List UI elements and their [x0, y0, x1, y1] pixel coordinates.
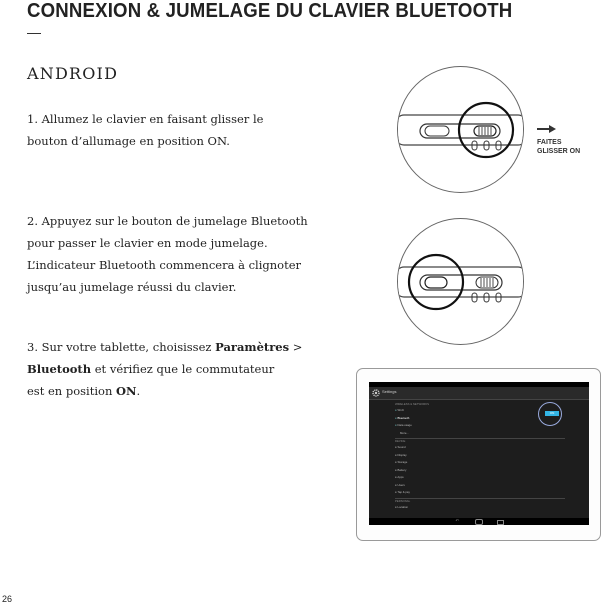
home-icon[interactable] — [475, 519, 483, 525]
switch-slot — [425, 126, 449, 136]
step-2-line-4: jusqu’au jumelage réussi du clavier. — [27, 280, 237, 294]
step-3-line-3 — [27, 380, 302, 402]
tablet-screen — [369, 382, 589, 525]
pairing-button — [425, 277, 447, 288]
settings-item-apps[interactable]: ● Apps — [395, 475, 404, 479]
settings-item-more[interactable]: More... — [400, 430, 409, 435]
step-3 — [27, 336, 302, 402]
slide-on-hint-line-2: GLISSER ON — [537, 148, 581, 155]
back-icon[interactable]: ↶ — [455, 518, 460, 524]
settings-item-wifi[interactable]: ● Wi-Fi — [395, 408, 405, 412]
step-3-text-1: 3. Sur votre tablette, choisissez — [27, 340, 216, 354]
settings-item-display[interactable]: ● Display — [395, 452, 407, 457]
step-2-line-2: pour passer le clavier en mode jumelage. — [27, 236, 268, 250]
step-2-line-3: L’indicateur Bluetooth commencera à clignoter — [27, 258, 302, 272]
bluetooth-toggle-highlight — [538, 402, 562, 426]
step-3-settings-label: Paramètres — [215, 340, 290, 354]
page-title: CONNEXION & JUMELAGE DU CLAVIER BLUETOOTH — [27, 0, 513, 22]
power-switch-illustration — [397, 66, 524, 193]
step-1-line-2: bouton d’allumage en position ON. — [27, 134, 230, 148]
personal-section-label: PERSONAL — [395, 498, 565, 505]
settings-item-sound[interactable]: ● Sound — [395, 445, 406, 449]
step-3-text-2: > — [289, 340, 303, 354]
pairing-button-illustration — [397, 218, 524, 345]
recent-apps-icon[interactable] — [497, 520, 504, 525]
step-3-line-2 — [27, 358, 302, 380]
step-3-text-3: et vérifiez que le commutateur — [91, 362, 275, 376]
slide-on-hint — [537, 138, 580, 156]
settings-item-storage[interactable]: ● Storage — [395, 460, 408, 464]
arrow-right-icon — [537, 124, 557, 134]
step-1-line-1: 1. Allumez le clavier en faisant glisser le — [27, 112, 264, 126]
step-3-on-label: ON — [116, 384, 137, 398]
step-1 — [27, 108, 263, 152]
page-number: 26 — [2, 594, 13, 604]
bluetooth-toggle[interactable]: ON — [545, 411, 559, 416]
tablet-frame — [356, 368, 601, 541]
power-switch-drawing — [398, 67, 524, 193]
title-dash: — — [27, 24, 41, 40]
step-3-text-4: est en position — [27, 384, 117, 398]
section-title: ANDROID — [27, 64, 119, 83]
device-section-label: DEVICE — [395, 438, 565, 445]
settings-item-battery[interactable]: ● Battery — [395, 467, 407, 472]
step-2-line-1: 2. Appuyez sur le bouton de jumelage Bluetooth — [27, 214, 308, 228]
slide-on-hint-line-1: FAITES — [537, 139, 562, 146]
step-3-bluetooth-label: Bluetooth — [27, 362, 92, 376]
wireless-section-label: WIRELESS & NETWORKS — [395, 402, 430, 406]
settings-item-tap-pay[interactable]: ● Tap & pay — [395, 490, 410, 494]
settings-gear-icon — [372, 389, 380, 397]
step-3-line-1 — [27, 336, 302, 358]
pairing-button-drawing — [398, 219, 524, 345]
step-3-text-5: . — [136, 384, 141, 398]
settings-item-bluetooth[interactable]: ● Bluetooth — [395, 415, 410, 420]
settings-app-title: Settings — [382, 389, 397, 394]
action-bar — [369, 387, 589, 400]
settings-item-location[interactable]: ● Location — [395, 504, 409, 509]
step-2 — [27, 210, 308, 298]
navigation-bar — [369, 518, 589, 525]
settings-item-data-usage[interactable]: ● Data usage — [395, 423, 412, 427]
settings-item-users[interactable]: ● Users — [395, 482, 405, 487]
